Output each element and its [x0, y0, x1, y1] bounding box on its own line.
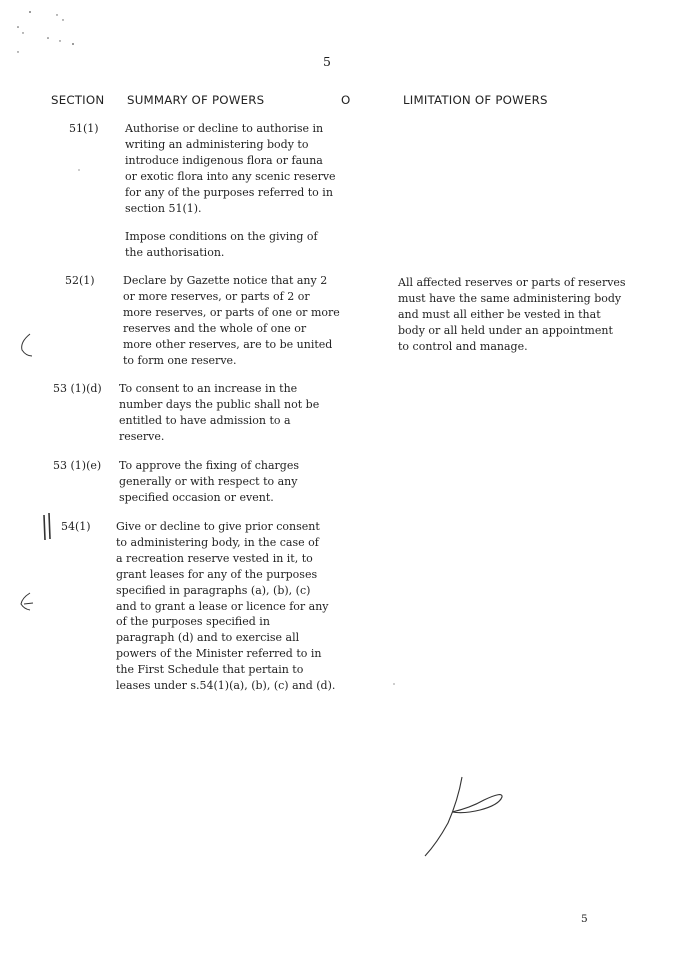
- summary-line: powers of the Minister referred to in: [116, 647, 322, 661]
- limitation-line: to control and manage.: [398, 339, 528, 353]
- page-number-top: 5: [323, 54, 331, 69]
- summary-line: number days the public shall not be: [119, 397, 320, 411]
- summary-line: writing an administering body to: [125, 137, 309, 151]
- section-number: 52(1): [65, 274, 95, 287]
- summary-line: of the purposes specified in: [116, 615, 270, 629]
- summary-line: or exotic flora into any scenic reserve: [125, 169, 336, 183]
- header-o-mark: O: [341, 93, 351, 107]
- header-section: SECTION: [51, 93, 105, 107]
- summary-line: Give or decline to give prior consent: [116, 520, 320, 533]
- header-limitation-of-powers: LIMITATION OF POWERS: [403, 93, 548, 107]
- section-number: 54(1): [61, 520, 91, 533]
- summary-line: for any of the purposes referred to in: [125, 185, 333, 199]
- summary-line: Impose conditions on the giving of: [125, 230, 318, 243]
- limitation-line: must have the same administering body: [398, 291, 622, 305]
- summary-line: reserve.: [119, 429, 165, 443]
- summary-line: more reserves, or parts of one or more: [123, 305, 340, 319]
- margin-double-bar-mark: [44, 513, 50, 540]
- signature-mark: [425, 777, 502, 856]
- section-number: 53 (1)(d): [53, 382, 102, 395]
- summary-line: introduce indigenous flora or fauna: [125, 153, 323, 167]
- header-summary-of-powers: SUMMARY OF POWERS: [127, 93, 265, 107]
- summary-line: more other reserves, are to be united: [123, 337, 333, 351]
- limitation-line: All affected reserves or parts of reserves: [398, 276, 626, 289]
- summary-line: generally or with respect to any: [119, 474, 298, 488]
- summary-line: specified occasion or event.: [119, 490, 274, 504]
- scan-speckles: [17, 11, 394, 685]
- summary-line: a recreation reserve vested in it, to: [116, 551, 313, 565]
- summary-line: entitled to have admission to a: [119, 413, 291, 427]
- margin-bracket-mark: [21, 593, 33, 610]
- summary-line: Authorise or decline to authorise in: [125, 122, 324, 135]
- limitation-line: body or all held under an appointment: [398, 323, 613, 337]
- summary-line: grant leases for any of the purposes: [116, 567, 318, 581]
- summary-line: specified in paragraphs (a), (b), (c): [116, 583, 311, 597]
- summary-line: the authorisation.: [125, 245, 225, 259]
- summary-line: to form one reserve.: [123, 353, 237, 367]
- summary-line: and to grant a lease or licence for any: [116, 599, 329, 613]
- section-number: 51(1): [69, 122, 99, 135]
- summary-line: leases under s.54(1)(a), (b), (c) and (d).: [116, 679, 336, 693]
- section-number: 53 (1)(e): [53, 459, 102, 472]
- summary-line: the First Schedule that pertain to: [116, 663, 304, 677]
- summary-line: section 51(1).: [125, 201, 202, 215]
- summary-line: reserves and the whole of one or: [123, 321, 307, 335]
- summary-line: or more reserves, or parts of 2 or: [123, 289, 310, 303]
- limitation-line: and must all either be vested in that: [398, 307, 601, 321]
- summary-line: Declare by Gazette notice that any 2: [123, 274, 328, 287]
- margin-bracket-mark: [22, 334, 32, 356]
- summary-line: To approve the fixing of charges: [119, 459, 299, 472]
- summary-line: to administering body, in the case of: [116, 535, 319, 549]
- page-number-bottom: 5: [581, 913, 588, 925]
- summary-line: paragraph (d) and to exercise all: [116, 631, 300, 645]
- summary-line: To consent to an increase in the: [119, 382, 298, 395]
